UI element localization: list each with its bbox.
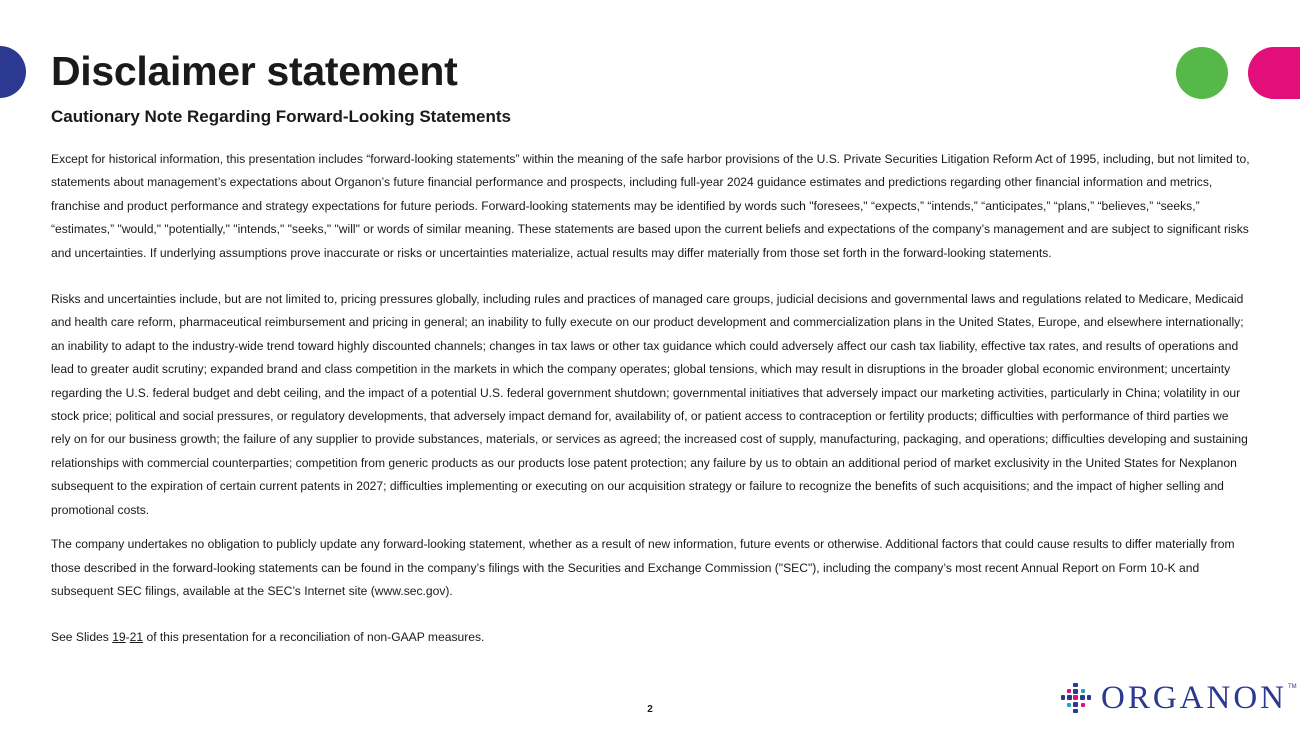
organon-logo [1059, 678, 1297, 718]
slide-19-link[interactable]: 19 [112, 630, 126, 645]
trademark-symbol: TM [1288, 684, 1297, 690]
slide-21-link[interactable]: 21 [129, 630, 144, 645]
paragraph-risks: Risks and uncertainties include, but are not limited to, pricing pressures globally, including rules and practices of managed care groups, judicial decisions and governmental laws and regulations related to Medicare, Medicaid and health care reform, pharmaceutical reimbursement and pricing in general; an inability to fully execute on our product development and commercialization plans in the United States, Europe, and elsewhere internationally; an inability to adapt to the industry-wide trend toward highly discounted channels; changes in tax laws or other tax guidance which could adversely affect our cash tax liability, effective tax rates, and results of operations and lead to greater audit scrutiny; expanded brand and class competition in the markets in which the company operates; global tensions, which may result in disruptions in the broader global economic environment; uncertainty regarding the U.S. federal budget and debt ceiling, and the impact of a potential U.S. federal government shutdown; governmental initiatives that adversely impact our marketing activities, particularly in China; volatility in our stock price; political and social pressures, or regulatory developments, that adversely impact demand for, availability of, or patient access to contraception or fertility products; difficulties with performance of third parties we rely on for our business growth; the failure of any supplier to provide substances, materials, or services as agreed; the increased cost of supply, manufacturing, packaging, and operations; difficulties developing and sustaining relationships with commercial counterparties; competition from generic products as our products lose patent protection; any failure by us to obtain an additional period of market exclusivity in the United States for Nexplanon subsequent to the expiration of certain current patents in 2027; difficulties implementing or executing on our acquisition strategy or failure to recognize the benefits of such acquisitions; and the impact of higher selling and promotional costs. [51, 292, 1248, 517]
organon-wordmark: ORGANON [1101, 680, 1287, 716]
green-dot-decoration [1176, 47, 1228, 99]
paragraph-no-obligation: The company undertakes no obligation to publicly update any forward-looking statement, whether as a result of new information, future events or otherwise. Additional factors that could cause results to differ materially from those described in the forward-looking statements can be found in the company’s filings with the Securities and Exchange Commission ("SEC"), including the company’s most recent Annual Report on Form 10-K and subsequent SEC filings, available at the SEC’s Internet site (www.sec.gov). [51, 537, 1235, 598]
magenta-pill-decoration [1248, 47, 1300, 99]
left-decorative-tab [0, 46, 26, 98]
section-subtitle: Cautionary Note Regarding Forward-Looking Statements [51, 107, 511, 126]
organon-cross-icon [1059, 681, 1093, 715]
page-number: 2 [647, 704, 653, 715]
see-slides-dash: - [125, 630, 130, 645]
paragraph-forward-looking: Except for historical information, this presentation includes “forward-looking statements” within the meaning of the safe harbor provisions of the U.S. Private Securities Litigation Reform Act of 1995, including, but not limited to, statements about management’s expectations about Organon’s future financial performance and prospects, including full-year 2024 guidance estimates and predictions regarding other financial information and metrics, franchise and product performance and strategy expectations for future periods. Forward-looking statements may be identified by words such "foresees," “expects,” “intends,” “anticipates,” “plans,” “believes,” “seeks,” “estimates,” "would," "potentially," "intends," "seeks," "will" or words of similar meaning. These statements are based upon the current beliefs and expectations of the company’s management and are subject to significant risks and uncertainties. If underlying assumptions prove inaccurate or risks or uncertainties materialize, actual results may differ materially from those set forth in the forward-looking statements. [51, 152, 1250, 260]
see-slides-prefix: See Slides [51, 630, 113, 645]
see-slides-note [51, 626, 1251, 649]
disclaimer-body [51, 148, 1251, 650]
see-slides-suffix: of this presentation for a reconciliation of non-GAAP measures. [143, 630, 485, 645]
page-title: Disclaimer statement [51, 48, 458, 94]
